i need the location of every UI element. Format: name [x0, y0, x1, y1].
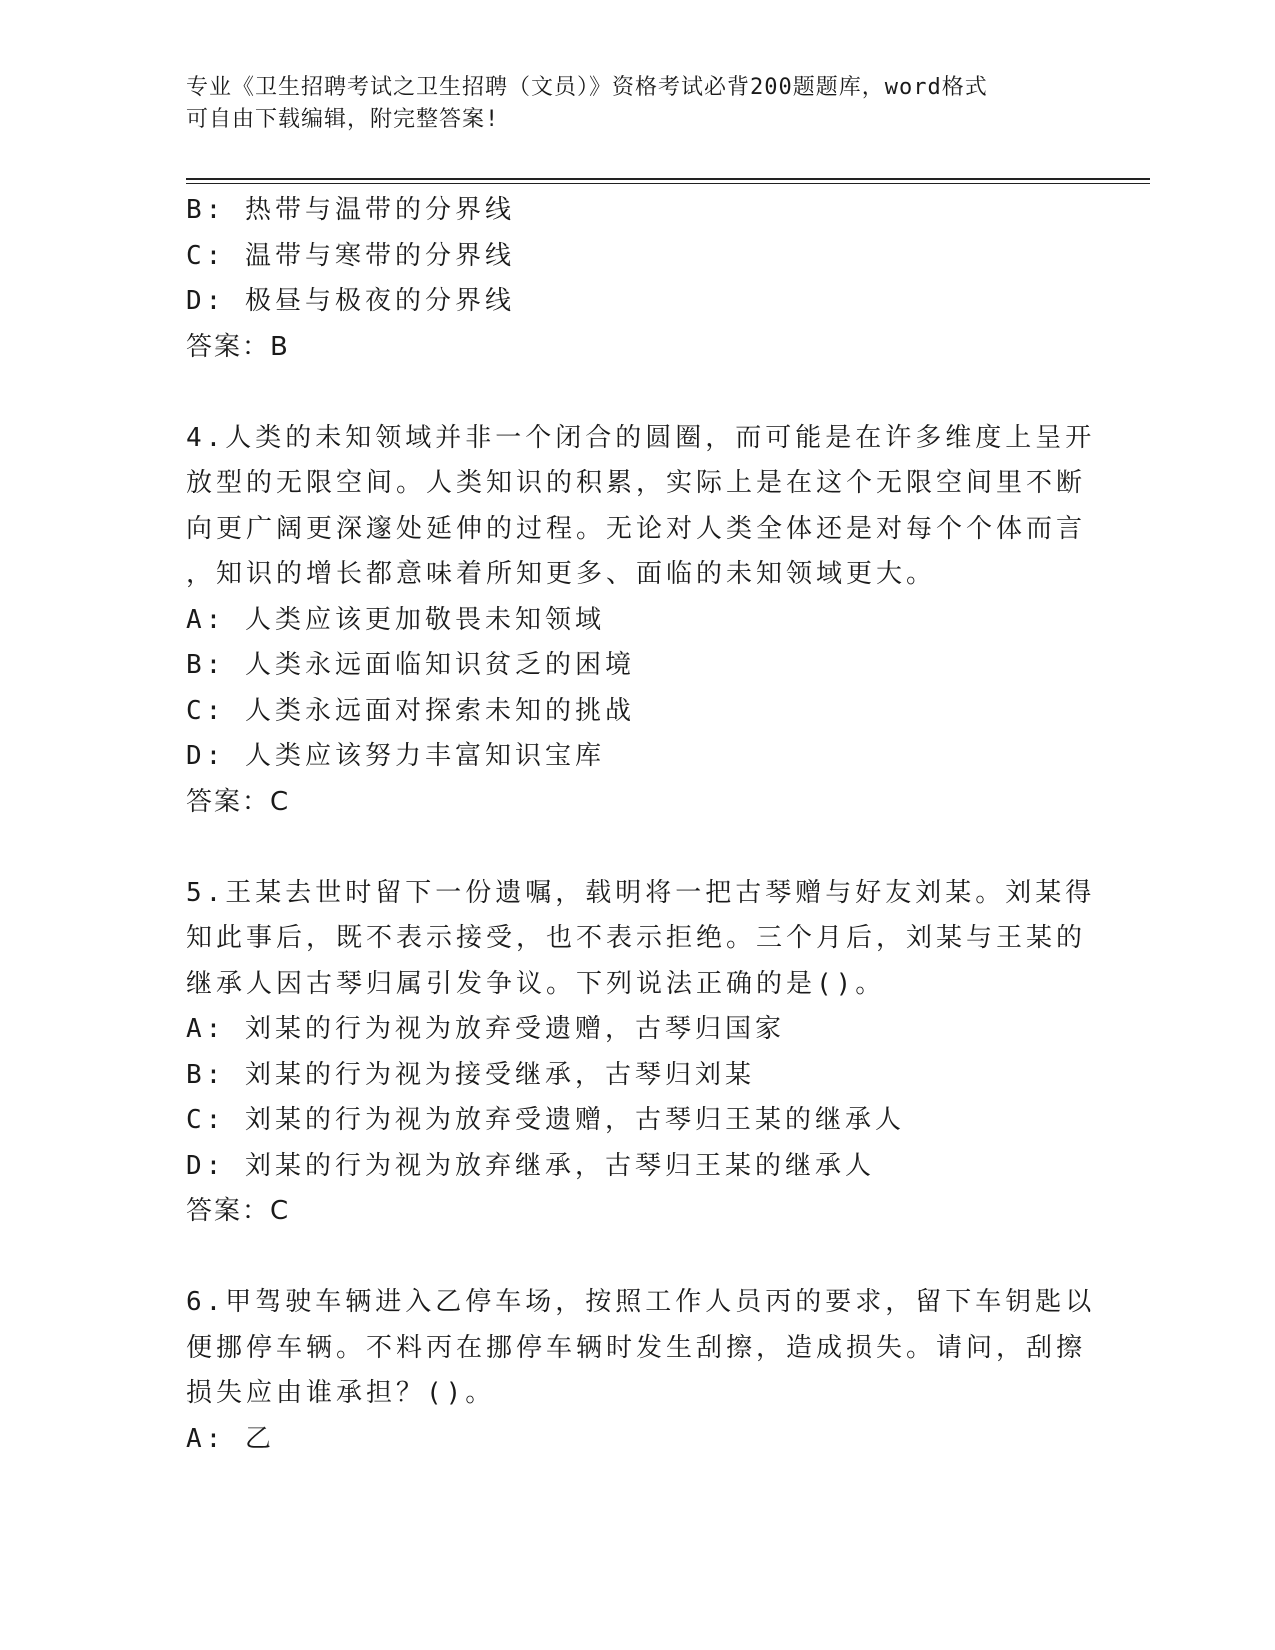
option-d: D: 极昼与极夜的分界线 — [186, 286, 515, 316]
question-stem-line: 6.甲驾驶车辆进入乙停车场，按照工作人员丙的要求，留下车钥匙以 — [186, 1287, 1096, 1317]
option-b: B: 刘某的行为视为接受继承，古琴归刘某 — [186, 1059, 755, 1090]
option-d: D: 刘某的行为视为放弃继承，古琴归王某的继承人 — [186, 1150, 875, 1181]
answer-line: 答案：C — [186, 1196, 291, 1226]
option-d: D: 人类应该努力丰富知识宝库 — [186, 741, 605, 771]
answer-line: 答案：C — [186, 786, 291, 817]
document-header — [186, 72, 1066, 136]
header-rule-thin — [186, 183, 1150, 184]
question-stem-line: 放型的无限空间。人类知识的积累，实际上是在这个无限空间里不断 — [186, 468, 1087, 498]
option-c: C: 刘某的行为视为放弃受遗赠，古琴归王某的继承人 — [186, 1105, 905, 1135]
spacer — [186, 1235, 1066, 1281]
question-3-continued — [186, 188, 1066, 370]
option-a: A: 乙 — [186, 1423, 275, 1454]
spacer — [186, 370, 1066, 416]
option-c: C: 温带与寒带的分界线 — [186, 240, 515, 271]
answer-line: 答案：B — [186, 331, 290, 362]
question-5 — [186, 871, 1096, 1235]
option-b: B: 人类永远面临知识贫乏的困境 — [186, 650, 635, 680]
question-stem-line: 知此事后，既不表示接受，也不表示拒绝。三个月后，刘某与王某的 — [186, 923, 1087, 953]
question-content — [186, 188, 1096, 1462]
option-c: C: 人类永远面对探索未知的挑战 — [186, 695, 635, 726]
header-line-1: 专业《卫生招聘考试之卫生招聘（文员）》资格考试必背200题题库，word格式 — [186, 75, 988, 100]
question-stem-line: 4.人类的未知领域并非一个闭合的圆圈，而可能是在许多维度上呈开 — [186, 422, 1096, 453]
question-stem-line: 向更广阔更深邃处延伸的过程。无论对人类全体还是对每个个体而言 — [186, 513, 1087, 544]
option-b: B: 热带与温带的分界线 — [186, 195, 515, 225]
question-stem-line: ，知识的增长都意味着所知更多、面临的未知领域更大。 — [186, 559, 937, 589]
option-a: A: 刘某的行为视为放弃受遗赠，古琴归国家 — [186, 1014, 785, 1044]
question-stem-line: 便挪停车辆。不料丙在挪停车辆时发生刮擦，造成损失。请问，刮擦 — [186, 1332, 1087, 1363]
option-a: A: 人类应该更加敬畏未知领域 — [186, 604, 605, 635]
question-stem-line: 5.王某去世时留下一份遗嘱，载明将一把古琴赠与好友刘某。刘某得 — [186, 877, 1096, 908]
question-stem-line: 损失应由谁承担？()。 — [186, 1378, 496, 1408]
question-stem-line: 继承人因古琴归属引发争议。下列说法正确的是()。 — [186, 968, 886, 999]
question-4 — [186, 416, 1096, 826]
spacer — [186, 825, 1066, 871]
question-6 — [186, 1280, 1096, 1462]
header-line-2: 可自由下载编辑，附完整答案! — [186, 107, 500, 132]
header-rule-thick — [186, 178, 1150, 180]
